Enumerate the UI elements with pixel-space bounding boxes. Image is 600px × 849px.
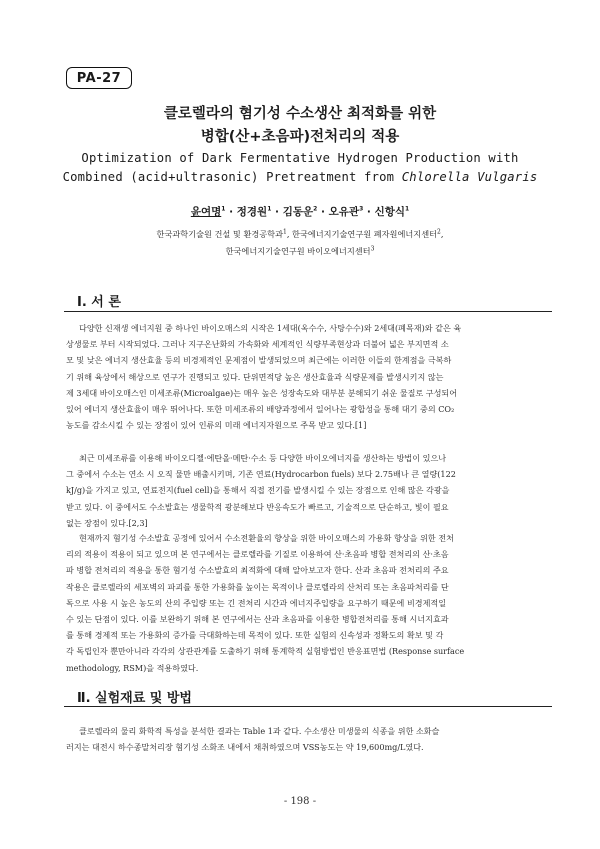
page-number: - 198 - — [283, 796, 317, 807]
paragraph-line: 클로렐라의 물리 화학적 특성을 분석한 결과는 Table 1과 같다. 수소생산 미생물의 식종을 위한 소화슬 — [79, 726, 440, 736]
section-divider — [64, 706, 552, 707]
title-english-line2-prefix: Combined (acid+ultrasonic) Pretreatment from — [62, 170, 402, 184]
paragraph-line: 를 통해 경제적 또는 가용화의 증가를 극대화하는데 목적이 있다. 또한 실험의 신속성과 정확도의 확보 및 각 — [66, 630, 444, 641]
methods-paragraph — [66, 723, 549, 755]
author-name: 정경원 — [236, 206, 268, 218]
author-separator: · — [363, 206, 375, 218]
title-korean-line2: 병합(산+초음파)전처리의 적용 — [200, 129, 400, 145]
author-name: 신항식 — [374, 206, 405, 218]
paragraph-line: 독으로 사용 시 높은 농도의 산의 주입량 또는 긴 전처리 시간과 에너지주입량을 요구하기 때문에 비경제적일 — [66, 597, 447, 608]
title-korean-line1: 클로렐라의 혐기성 수소생산 최적화를 위한 — [163, 106, 437, 122]
paragraph-line: 기 위해 육상에서 해상으로 연구가 진행되고 있다. 단위면적당 높은 생산효율과 식량문제를 발생시키지 않는 — [66, 371, 444, 382]
author-affiliation-sup: 1 — [221, 205, 226, 213]
affiliation-1: 한국과학기술원 건설 및 환경공학과 — [156, 229, 283, 239]
intro-paragraph-1 — [66, 320, 549, 433]
paragraph-line: 각 독립인자 뿐만아니라 각각의 상관관계를 도출하기 위해 통계학적 실험방법인 반응표면법 (Response surface — [66, 646, 465, 657]
paragraph-line: 수 있는 단점이 있다. 이를 보완하기 위해 본 연구에서는 산과 초음파를 이용한 병합전처리를 통해 시너지효과 — [66, 614, 449, 625]
author-name: 오유관 — [328, 206, 360, 218]
paragraph-line: 받고 있다. 이 중에서도 수소발효는 생물학적 광분해보다 반응속도가 빠르고, 기술적으로 단순하고, 빛이 필요 — [66, 501, 449, 512]
paragraph-line: 최근 미세조류를 이용해 바이오디젤·에탄올·메탄·수소 등 다양한 바이오에너지를 생산하는 방법이 있으나 — [79, 453, 447, 463]
paragraph-line: 러지는 대전시 하수종말처리장 혐기성 소화조 내에서 채취하였으며 VSS농도는 약 19,600mg/L였다. — [66, 742, 424, 753]
author-name: 김동운 — [282, 206, 314, 218]
author-name: 윤여명 — [190, 206, 222, 218]
section-heading-methods: Ⅱ. 실험재료 및 방법 — [77, 691, 192, 706]
affiliation-3-sup: 3 — [370, 245, 375, 253]
paragraph-line: 파 병합 전처리의 적용을 통한 혐기성 수소발효의 최적화에 대해 알아보고자 한다. 산과 초음파 전처리의 주요 — [66, 565, 449, 576]
affiliation-line2 — [0, 246, 600, 257]
affiliation-sep: , — [286, 229, 293, 239]
paragraph-line: methodology, RSM)을 적용하였다. — [66, 662, 199, 673]
paragraph-line: 리의 적용이 적용이 되고 있으며 본 연구에서는 클로렐라를 기질로 이용하여 산·초음파 병합 전처리의 산·초음 — [66, 549, 449, 560]
author-separator: · — [271, 206, 283, 218]
title-english-line1: Optimization of Dark Fermentative Hydrogen Production with — [81, 151, 519, 165]
paragraph-line: 상생물로 부터 시작되었다. 그러나 지구온난화의 가속화와 세계적인 식량부족현상과 더불어 넓은 부지면적 소 — [66, 339, 449, 350]
author-affiliation-sup: 1 — [267, 205, 272, 213]
paragraph-line: 농도를 감소시킬 수 있는 장점이 있어 인류의 미래 에너지자원으로 주목 받고 있다.[1] — [66, 420, 367, 431]
title-english-species: Chlorella Vulgaris — [401, 170, 538, 184]
paragraph-line: 현재까지 혐기성 수소발효 공정에 있어서 수소전환율의 향상을 위한 바이오매스의 가용화 향상을 위한 전처 — [79, 533, 454, 543]
author-affiliation-sup: 2 — [313, 205, 318, 213]
paragraph-line: 그 중에서 수소는 연소 시 오직 물만 배출시키며, 기존 연료(Hydrocarbon fuels) 보다 2.75배나 큰 열량(122 — [66, 469, 456, 480]
author-separator: · — [317, 206, 329, 218]
poster-id-badge: PA-27 — [66, 67, 132, 89]
section-divider — [64, 311, 552, 312]
affiliation-2-sup: 2 — [437, 228, 441, 236]
author-separator: · — [225, 206, 237, 218]
section-heading-introduction: Ⅰ. 서 론 — [77, 295, 121, 310]
affiliation-2: 한국에너지기술연구원 폐자원에너지센터 — [292, 229, 438, 239]
paragraph-line: 작용은 클로렐라의 세포벽의 파괴를 통한 가용화를 높이는 목적이나 클로렐라의 산처리 또는 초음파처리를 단 — [66, 581, 449, 592]
affiliation-3: 한국에너지기술연구원 바이오에너지센터 — [225, 246, 371, 256]
paragraph-line: 모 및 낮은 에너지 생산효율 등의 비경제적인 문제점이 발생되었으며 최근에는 이러한 이들의 한계점을 극복하 — [66, 355, 452, 366]
affiliation-line1 — [0, 229, 600, 240]
author-affiliation-sup: 3 — [359, 205, 364, 213]
affiliation-line1-end: , — [440, 229, 444, 239]
paragraph-line: 있어 에너지 생산효율이 매우 뛰어나다. 또한 미세조류의 배양과정에서 일어나는 광합성을 통해 대기 중의 CO₂ — [66, 404, 455, 415]
intro-paragraph-2 — [66, 450, 549, 531]
paragraph-line: 다양한 신재생 에너지원 중 하나인 바이오매스의 시작은 1세대(옥수수, 사탕수수)와 2세대(폐목재)와 같은 육 — [79, 323, 462, 333]
paragraph-line: kJ/g)을 가지고 있고, 연료전지(fuel cell)을 통해서 직접 전기를 발생시킬 수 있는 장점으로 인해 많은 각광을 — [66, 485, 450, 496]
paragraph-line: 제 3세대 바이오매스인 미세조류(Microalgae)는 매우 높은 성장속도와 대부분 분해되기 쉬운 물질로 구성되어 — [66, 387, 458, 398]
author-affiliation-sup: 1 — [405, 205, 410, 213]
paragraph-line: 없는 장점이 있다.[2,3] — [66, 517, 148, 528]
intro-paragraph-3 — [66, 530, 549, 676]
title-english-line2 — [0, 170, 600, 184]
affiliation-1-sup: 1 — [283, 228, 287, 236]
author-list — [0, 204, 600, 219]
